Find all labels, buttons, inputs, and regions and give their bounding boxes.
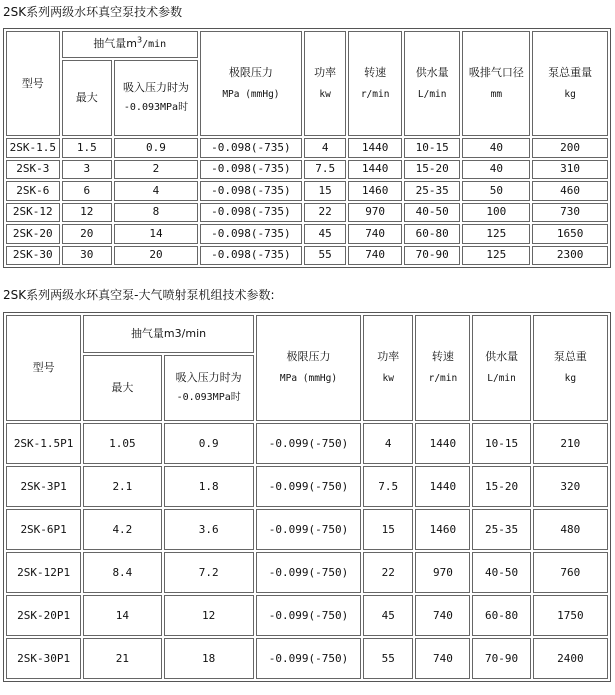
table-cell: 15-20 — [404, 160, 461, 180]
header-max: 最大 — [83, 355, 161, 421]
table-cell: 7.5 — [304, 160, 346, 180]
table-row — [6, 160, 608, 180]
table-cell: 3 — [62, 160, 113, 180]
model-cell: 2SK-3P1 — [6, 466, 81, 507]
table-cell: 18 — [164, 638, 254, 679]
table-cell: -0.098(-735) — [200, 160, 302, 180]
table-row — [6, 509, 608, 550]
table-cell: -0.099(-750) — [256, 552, 361, 593]
table-cell: 12 — [62, 203, 113, 223]
header-suction: 吸入压力时为 -0.093MPa时 — [164, 355, 254, 421]
table-cell: 25-35 — [404, 181, 461, 201]
table-cell: 8.4 — [83, 552, 161, 593]
table-cell: 12 — [164, 595, 254, 636]
table-cell: 70-90 — [472, 638, 530, 679]
table-cell: -0.098(-735) — [200, 203, 302, 223]
table-cell: 15 — [363, 509, 413, 550]
table-row — [6, 181, 608, 201]
table-row — [6, 203, 608, 223]
header-weight: 泵总重 kg — [533, 315, 608, 421]
model-cell: 2SK-1.5P1 — [6, 423, 81, 464]
table-cell: 20 — [114, 246, 198, 266]
table-cell: 14 — [114, 224, 198, 244]
table-cell: -0.099(-750) — [256, 423, 361, 464]
table-cell: 970 — [348, 203, 402, 223]
model-cell: 2SK-3 — [6, 160, 60, 180]
table-cell: 7.5 — [363, 466, 413, 507]
table-cell: 200 — [532, 138, 608, 158]
table-cell: 480 — [533, 509, 608, 550]
table-cell: -0.099(-750) — [256, 638, 361, 679]
header-capacity: 抽气量$m^3/\min$ — [62, 31, 198, 58]
table-cell: 740 — [348, 246, 402, 266]
table-cell: 1.8 — [164, 466, 254, 507]
table-cell: 3.6 — [164, 509, 254, 550]
table-cell: 8 — [114, 203, 198, 223]
table-cell: -0.098(-735) — [200, 181, 302, 201]
table-row — [6, 246, 608, 266]
table1-title: 2SK系列两级水环真空泵技术参数 — [3, 5, 183, 19]
table-cell: 60-80 — [404, 224, 461, 244]
table-cell: 40-50 — [472, 552, 530, 593]
table-cell: 0.9 — [114, 138, 198, 158]
header-limit-pressure: 极限压力 MPa (mmHg) — [256, 315, 361, 421]
table-cell: 320 — [533, 466, 608, 507]
table-cell: 1.5 — [62, 138, 113, 158]
table-cell: 1440 — [348, 160, 402, 180]
table-cell: -0.099(-750) — [256, 466, 361, 507]
model-cell: 2SK-6 — [6, 181, 60, 201]
header-capacity: 抽气量m3/min — [83, 315, 254, 353]
table-cell: 22 — [304, 203, 346, 223]
table-cell: 210 — [533, 423, 608, 464]
header-power: 功率 kw — [304, 31, 346, 136]
table-cell: 1460 — [415, 509, 470, 550]
table-cell: 15 — [304, 181, 346, 201]
table-row — [6, 224, 608, 244]
table-cell: 310 — [532, 160, 608, 180]
table-cell: 70-90 — [404, 246, 461, 266]
table-cell: 740 — [348, 224, 402, 244]
table-cell: 50 — [462, 181, 530, 201]
table-cell: 21 — [83, 638, 161, 679]
table-cell: 1440 — [415, 423, 470, 464]
spec-table-2sk — [3, 28, 611, 268]
table-cell: 55 — [363, 638, 413, 679]
table-row — [6, 466, 608, 507]
table-row — [6, 595, 608, 636]
table-cell: 4 — [304, 138, 346, 158]
table-cell: 1750 — [533, 595, 608, 636]
spec-table-2sk-p1 — [3, 312, 611, 682]
table-cell: 4 — [363, 423, 413, 464]
model-cell: 2SK-30P1 — [6, 638, 81, 679]
model-cell: 2SK-6P1 — [6, 509, 81, 550]
header-model: 型号 — [6, 315, 81, 421]
table-cell: 1440 — [348, 138, 402, 158]
table-cell: 125 — [462, 224, 530, 244]
table-cell: 740 — [415, 638, 470, 679]
table-cell: 45 — [304, 224, 346, 244]
table-cell: 2400 — [533, 638, 608, 679]
table-row — [6, 423, 608, 464]
header-limit-pressure: 极限压力 MPa (mmHg) — [200, 31, 302, 136]
table-cell: 100 — [462, 203, 530, 223]
table-cell: 125 — [462, 246, 530, 266]
table-cell: 15-20 — [472, 466, 530, 507]
table-cell: 20 — [62, 224, 113, 244]
table-cell: 4.2 — [83, 509, 161, 550]
table-row — [6, 138, 608, 158]
table-cell: 1650 — [532, 224, 608, 244]
table-cell: 25-35 — [472, 509, 530, 550]
header-max: 最大 — [62, 60, 113, 136]
header-speed: 转速 r/min — [348, 31, 402, 136]
table2-title: 2SK系列两级水环真空泵-大气喷射泵机组技术参数: — [3, 288, 275, 302]
table-cell: 7.2 — [164, 552, 254, 593]
header-water: 供水量 L/min — [472, 315, 530, 421]
table-cell: 40 — [462, 160, 530, 180]
table-cell: 0.9 — [164, 423, 254, 464]
table-cell: 460 — [532, 181, 608, 201]
table-cell: 4 — [114, 181, 198, 201]
model-cell: 2SK-12P1 — [6, 552, 81, 593]
table-cell: -0.098(-735) — [200, 224, 302, 244]
model-cell: 2SK-30 — [6, 246, 60, 266]
table-cell: 6 — [62, 181, 113, 201]
table-cell: 55 — [304, 246, 346, 266]
table-cell: 1460 — [348, 181, 402, 201]
header-speed: 转速 r/min — [415, 315, 470, 421]
table-cell: 40 — [462, 138, 530, 158]
model-cell: 2SK-20P1 — [6, 595, 81, 636]
table-cell: 730 — [532, 203, 608, 223]
table-cell: 1.05 — [83, 423, 161, 464]
table-cell: -0.098(-735) — [200, 246, 302, 266]
table-row — [6, 638, 608, 679]
table-cell: 1440 — [415, 466, 470, 507]
table-cell: 60-80 — [472, 595, 530, 636]
header-power: 功率 kw — [363, 315, 413, 421]
table-cell: 10-15 — [472, 423, 530, 464]
header-model: 型号 — [6, 31, 60, 136]
header-suction: 吸入压力时为 -0.093MPa时 — [114, 60, 198, 136]
table-cell: 30 — [62, 246, 113, 266]
table-cell: 45 — [363, 595, 413, 636]
table-cell: 14 — [83, 595, 161, 636]
header-water: 供水量 L/min — [404, 31, 461, 136]
table-cell: 760 — [533, 552, 608, 593]
table-cell: 10-15 — [404, 138, 461, 158]
model-cell: 2SK-20 — [6, 224, 60, 244]
table-cell: 740 — [415, 595, 470, 636]
table-cell: 2300 — [532, 246, 608, 266]
table-row — [6, 552, 608, 593]
table-cell: 22 — [363, 552, 413, 593]
model-cell: 2SK-1.5 — [6, 138, 60, 158]
table-cell: -0.099(-750) — [256, 509, 361, 550]
table-cell: -0.098(-735) — [200, 138, 302, 158]
table-cell: 2.1 — [83, 466, 161, 507]
table-cell: 40-50 — [404, 203, 461, 223]
table-cell: 2 — [114, 160, 198, 180]
header-port: 吸排气口径 mm — [462, 31, 530, 136]
header-weight: 泵总重量 kg — [532, 31, 608, 136]
table-cell: 970 — [415, 552, 470, 593]
model-cell: 2SK-12 — [6, 203, 60, 223]
table-cell: -0.099(-750) — [256, 595, 361, 636]
